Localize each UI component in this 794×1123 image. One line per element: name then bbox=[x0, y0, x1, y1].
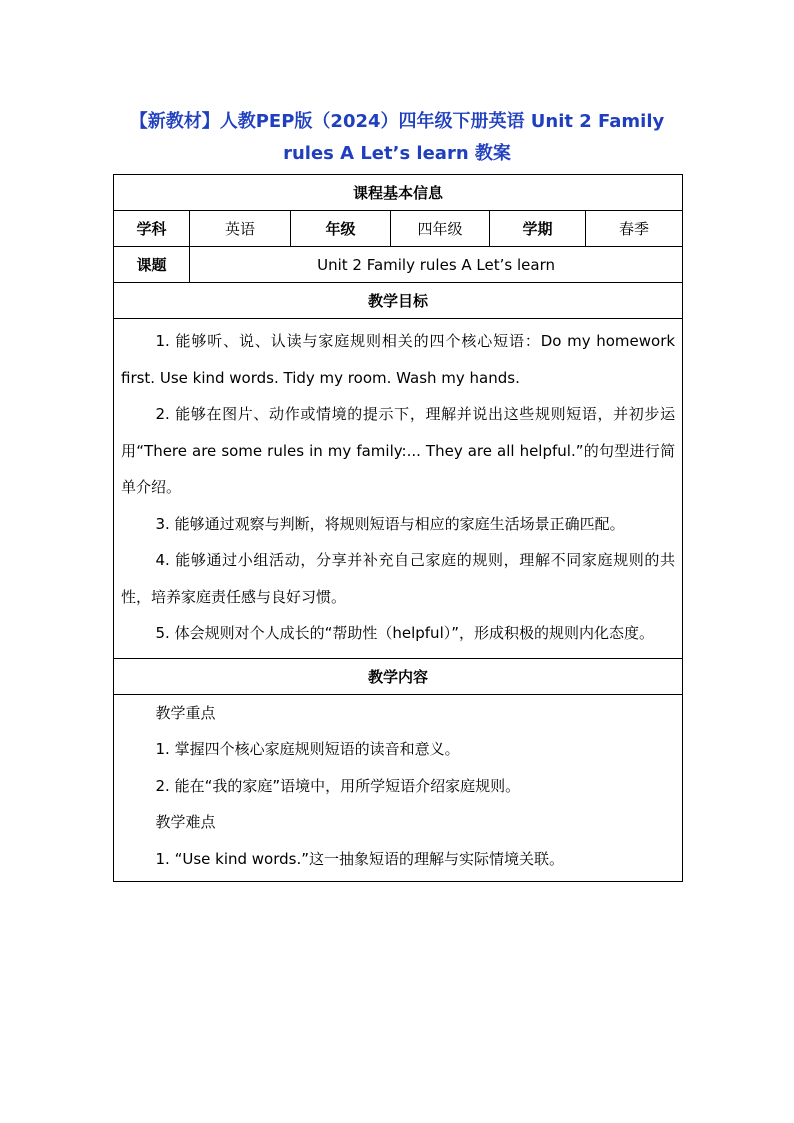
objective-item: 2. 能够在图片、动作或情境的提示下，理解并说出这些规则短语，并初步运用“There are some rules in my family:... They are all helpful.”的句型进行简单介绍。 bbox=[121, 405, 676, 496]
term-label: 学期 bbox=[490, 211, 586, 247]
objective-item: 5. 体会规则对个人成长的“帮助性（helpful）”，形成积极的规则内化态度。 bbox=[155, 624, 655, 642]
objective-item: 3. 能够通过观察与判断，将规则短语与相应的家庭生活场景正确匹配。 bbox=[155, 514, 625, 533]
basic-info-header: 课程基本信息 bbox=[114, 175, 683, 211]
key-point-item: 1. 掌握四个核心家庭规则短语的读音和意义。 bbox=[155, 740, 460, 758]
grade-value: 四年级 bbox=[391, 211, 490, 247]
subject-label: 学科 bbox=[114, 211, 190, 247]
title-line-2: rules A Let’s learn 教案 bbox=[283, 143, 511, 164]
content-header: 教学内容 bbox=[114, 658, 683, 694]
objective-item: 1. 能够听、说、认读与家庭规则相关的四个核心短语：Do my homework first. Use kind words. Tidy my room. Wash my hands. bbox=[121, 332, 676, 387]
subject-value: 英语 bbox=[190, 211, 291, 247]
topic-value: Unit 2 Family rules A Let’s learn bbox=[190, 247, 683, 283]
grade-label: 年级 bbox=[291, 211, 391, 247]
objectives-header: 教学目标 bbox=[114, 283, 683, 319]
difficult-points-title: 教学难点 bbox=[155, 813, 216, 831]
content-cell bbox=[114, 694, 683, 882]
objective-item: 4. 能够通过小组活动，分享并补充自己家庭的规则，理解不同家庭规则的共性，培养家庭责任感与良好习惯。 bbox=[121, 551, 676, 606]
title-line-1: 【新教材】人教PEP版（2024）四年级下册英语 Unit 2 Family bbox=[129, 111, 665, 132]
document-title bbox=[100, 106, 694, 170]
key-point-item: 2. 能在“我的家庭”语境中，用所学短语介绍家庭规则。 bbox=[155, 776, 521, 795]
difficult-point-item: 1. “Use kind words.”这一抽象短语的理解与实际情境关联。 bbox=[155, 849, 565, 868]
key-points-title: 教学重点 bbox=[155, 703, 216, 722]
term-value: 春季 bbox=[586, 211, 683, 247]
lesson-plan-table bbox=[113, 174, 683, 882]
objectives-cell bbox=[114, 319, 683, 659]
topic-label: 课题 bbox=[114, 247, 190, 283]
